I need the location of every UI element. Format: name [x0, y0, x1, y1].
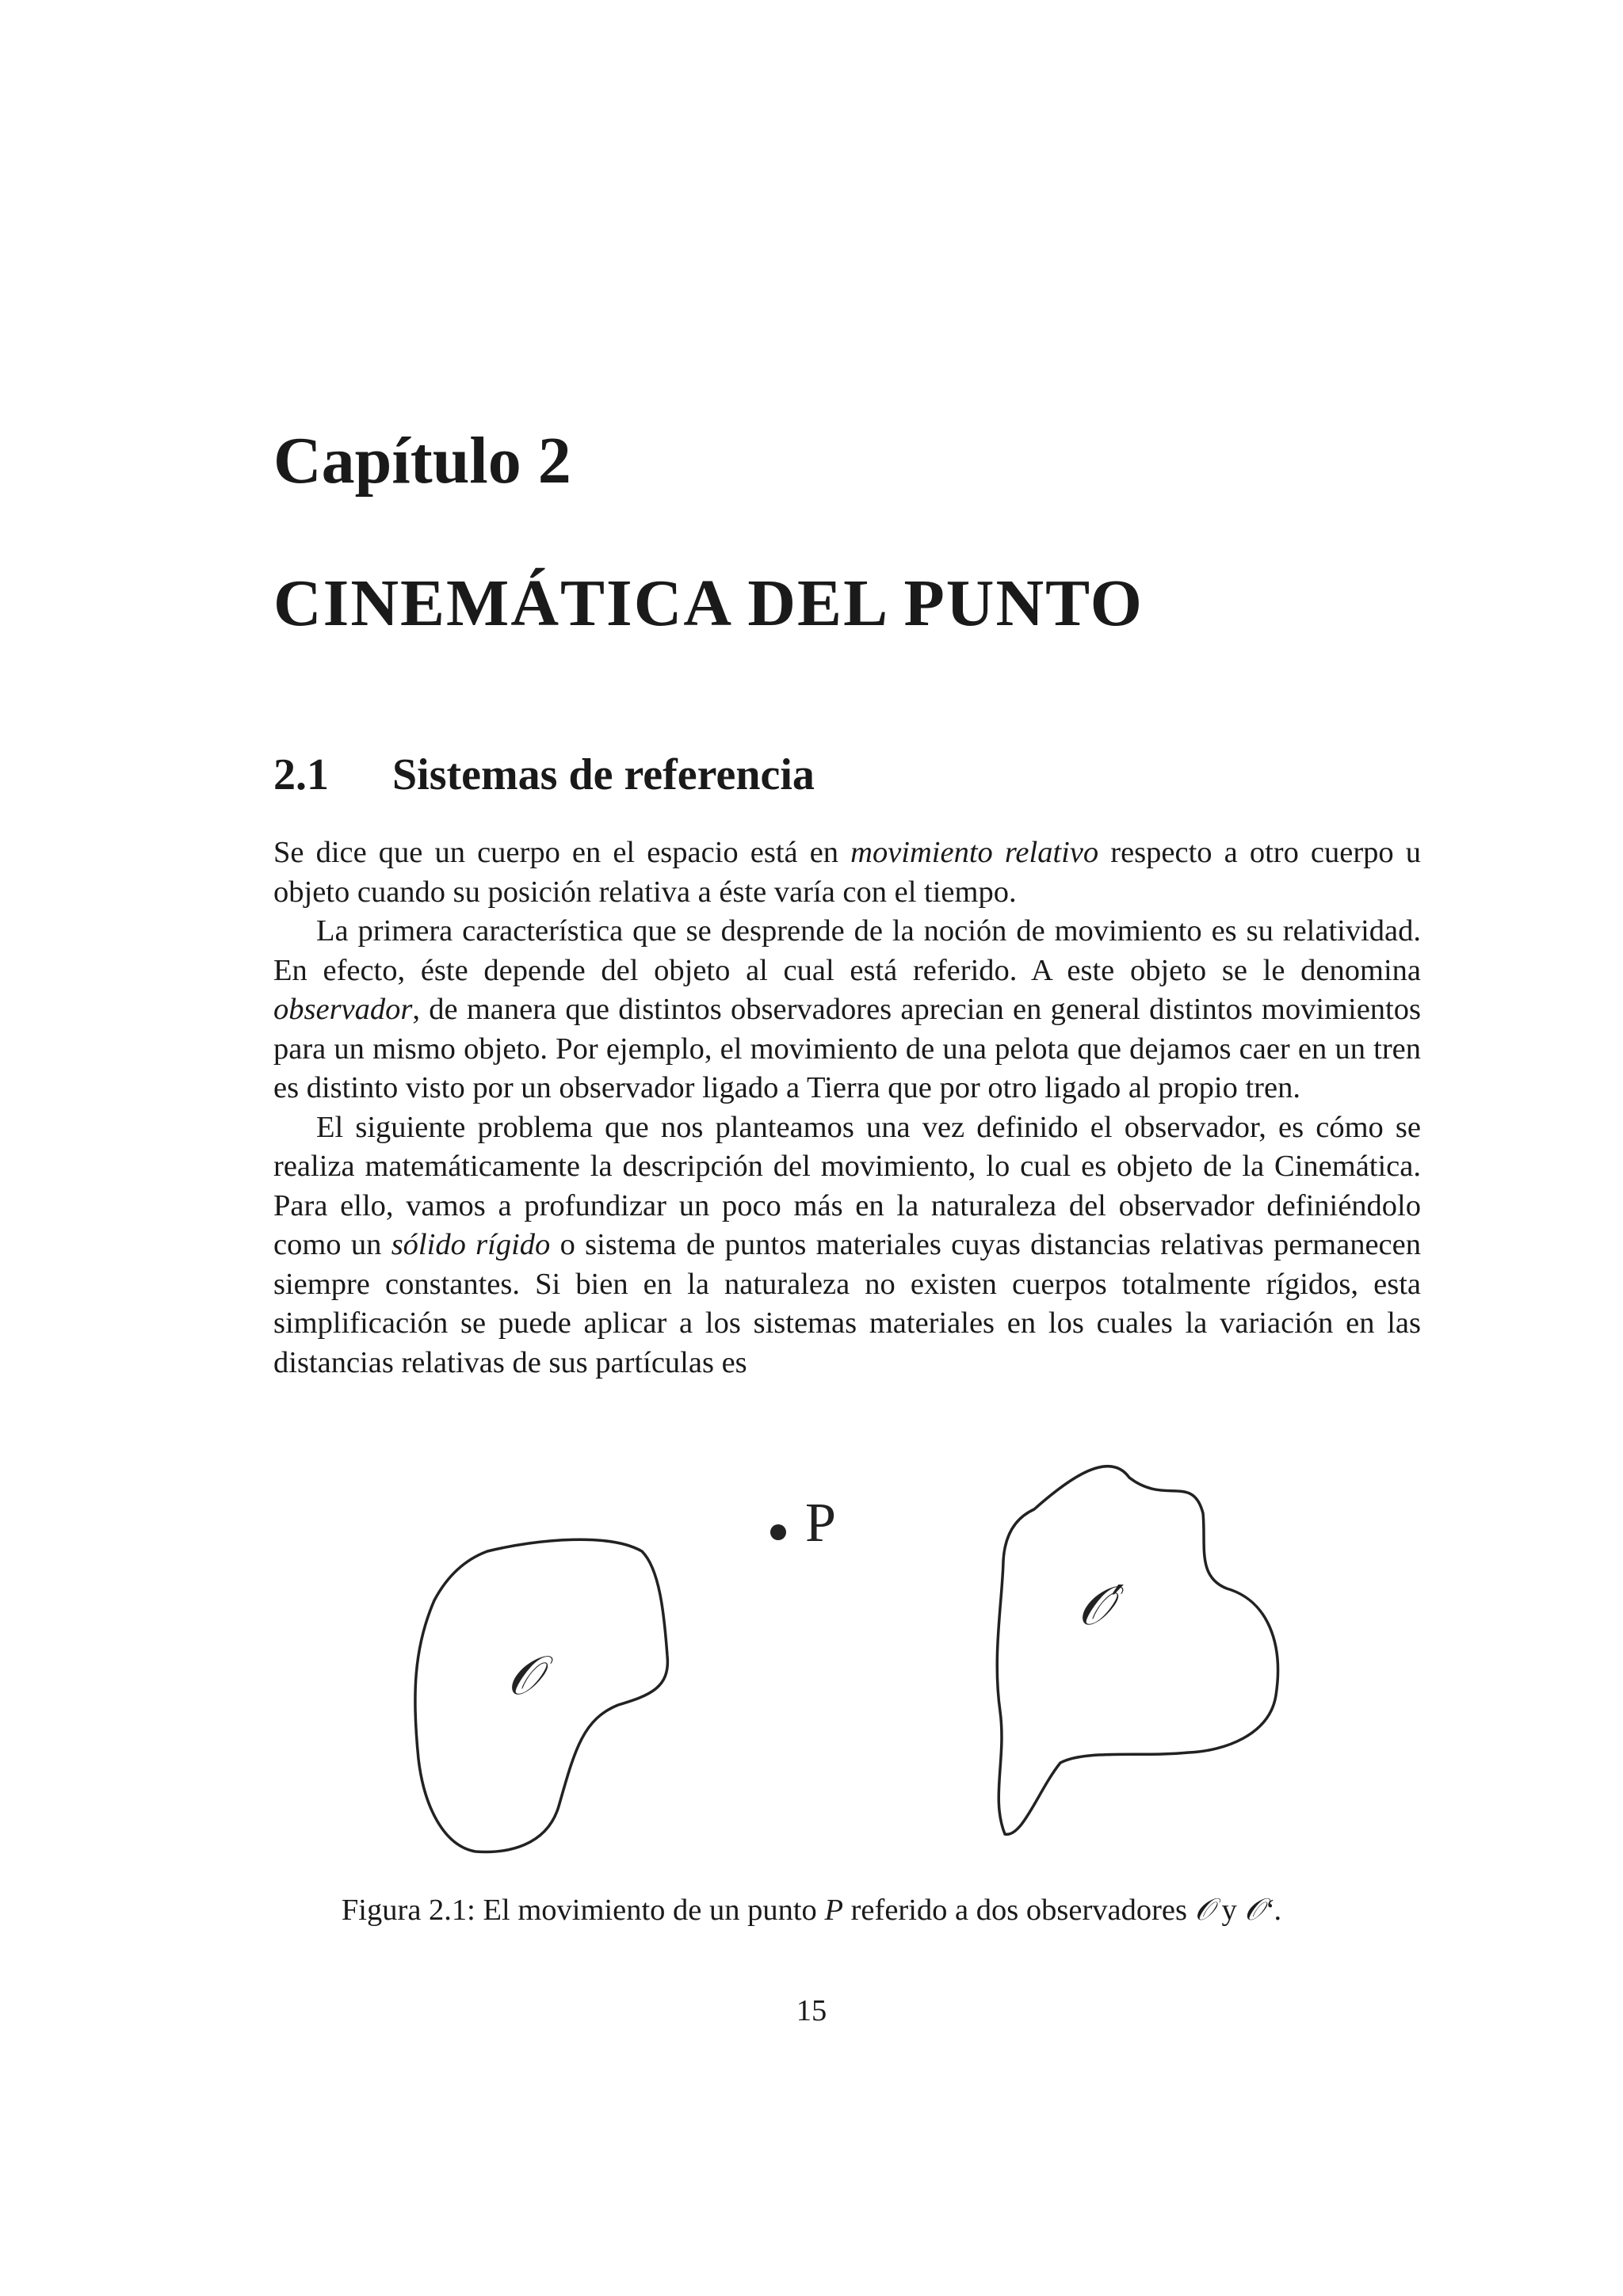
figure-2-1 [0, 1458, 1623, 1870]
chapter-label: Capítulo 2 [273, 424, 571, 498]
point-p-marker [770, 1524, 786, 1540]
page-number: 15 [796, 1994, 827, 2027]
text-run: , de manera que distintos observadores aprecian en general distintos movimientos para un mismo objeto. Por ejemplo, el movimiento de una pelota que dejamos caer en un tren es distinto visto por un observador ligado a Tierra que por otro ligado al propio tren. [273, 993, 1421, 1104]
caption-middle: referido a dos observadores [842, 1894, 1195, 1927]
emphasis: observador [273, 993, 413, 1026]
figure-drawing [0, 1458, 1623, 1870]
section-heading [273, 750, 815, 799]
caption-observer-2: 𝒪‘ [1244, 1894, 1274, 1927]
text-run: Se dice que un cuerpo en el espacio está en [273, 836, 851, 869]
body-text [273, 833, 1421, 1383]
text-run: La primera característica que se desprende de la noción de movimiento es su relatividad. En efecto, éste depende del objeto al cual está referido. A este objeto se le denomina [273, 914, 1421, 987]
paragraph [273, 1108, 1421, 1383]
text-run: El siguiente problema que nos planteamos una vez definido el observador, es cómo se realiza matemáticamente la descripción del movimiento, lo cual es objeto de la Cinemática. Para ello, vamos a profundizar un poco más en la naturaleza del observador definiéndolo como un [273, 1110, 1421, 1261]
text-run: o sistema de puntos materiales cuyas distancias relativas permanecen siempre constantes. Si bien en la naturaleza no existen cuerpos totalmente rígidos, esta simplificación se puede aplicar a los sistemas materiales en los cuales la variación en las distancias relativas de sus partículas es [273, 1228, 1421, 1379]
caption-end: . [1274, 1894, 1282, 1927]
paragraph [273, 912, 1421, 1108]
caption-point: P [824, 1894, 843, 1927]
caption-and: y [1213, 1894, 1245, 1927]
emphasis: sólido rígido [391, 1228, 551, 1261]
text-run: respecto a otro cuerpo u objeto cuando su posición relativa a éste varía con el tiempo. [273, 836, 1422, 909]
observer-right-label: 𝒪′ [1078, 1575, 1125, 1638]
observer-left-shape [415, 1539, 668, 1852]
point-p-label: P [805, 1493, 836, 1554]
observer-left-label: 𝒪 [507, 1645, 541, 1707]
caption-observer-1: 𝒪 [1194, 1894, 1214, 1927]
paragraph [273, 833, 1421, 912]
figure-caption [0, 1892, 1623, 1928]
section-number: 2.1 [273, 750, 329, 799]
section-title: Sistemas de referencia [392, 750, 815, 799]
caption-prefix: Figura 2.1: El movimiento de un punto [341, 1894, 825, 1927]
observer-right-shape [997, 1466, 1277, 1835]
chapter-title: CINEMÁTICA DEL PUNTO [273, 566, 1144, 640]
emphasis: movimiento relativo [850, 836, 1099, 869]
